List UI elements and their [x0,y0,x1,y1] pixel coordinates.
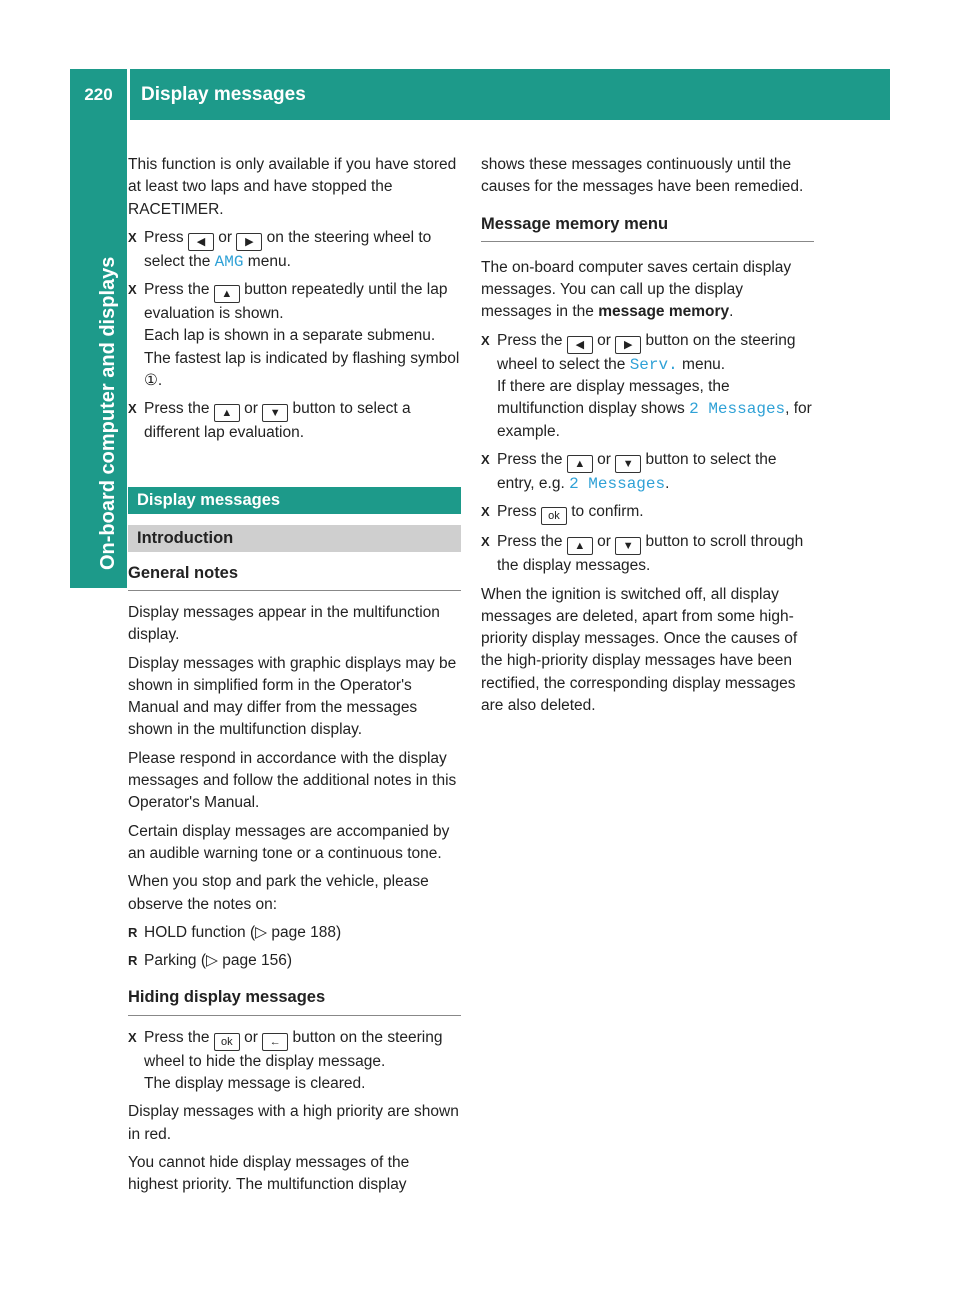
amg-menu-name: AMG [214,252,244,271]
messages-count-display: 2 Messages [689,400,786,419]
step-text: Press the [497,450,563,468]
step-text: or [597,533,611,551]
parking-link[interactable]: Parking (▷ page 156) [144,952,293,970]
step-text: button to scroll through the display messages. [497,533,804,575]
step-text: or [244,1028,258,1046]
step-text: button to select a different lap evaluation. [144,400,411,442]
flashing-symbol-icon: ① [144,372,158,390]
step-text: Each lap is shown in a separate submenu. [144,327,436,345]
up-button-icon: ▲ [214,404,240,422]
ok-button-icon: ok [541,507,567,525]
general-note-3: Please respond in accordance with the display messages and follow the additional notes in this Operator's Manual. [128,749,457,812]
step-text: button to select the entry, e.g. [497,450,777,492]
memory-text: . [729,303,734,321]
step-arrow-icon: X [128,229,137,245]
general-note-4: Certain display messages are accompanied by an audible warning tone or a continuous tone. [128,822,450,862]
step-text: button on the steering wheel to select the [497,331,796,373]
step-select-serv [481,330,814,443]
left-column [128,154,461,1203]
step-select-amg [128,227,461,273]
list-item-parking [128,950,461,972]
header-divider [127,69,130,120]
step-text: Press the [144,400,210,418]
bullet-icon: R [128,924,138,940]
step-different-lap [128,398,461,444]
step-scroll [481,531,814,577]
step-arrow-icon: X [128,282,137,298]
step-text: or [597,331,611,349]
hold-function-link[interactable]: HOLD function (▷ page 188) [144,923,342,941]
step-arrow-icon: X [481,504,490,520]
step-arrow-icon: X [481,332,490,348]
right-column [481,154,814,723]
step-text: . [157,372,163,390]
step-text: or [244,400,258,418]
list-item-hold-function [128,922,461,944]
step-text: Press [144,228,184,246]
step-text: or [218,228,233,246]
ignition-off-paragraph: When the ignition is switched off, all display messages are deleted, apart from some high-priority display messages. Once the causes of the high-priority display messages have been rectified, the corresponding display messages are also deleted. [481,585,798,715]
back-button-icon: ← [262,1033,288,1051]
heading-general-notes: General notes [128,562,461,591]
step-text: on the steering wheel to select the [144,228,432,270]
step-text: Press the [497,533,563,551]
step-text: . [665,474,670,492]
step-text: , for example. [497,400,812,440]
down-button-icon: ▼ [262,404,288,422]
step-text: If there are display messages, the multifunction display shows [497,378,730,418]
step-text: button repeatedly until the lap evaluation is shown. [144,281,448,323]
section-heading-display-messages: Display messages [128,487,461,514]
highest-priority-note: You cannot hide display messages of the highest priority. The multifunction display [128,1153,410,1194]
general-note-1: Display messages appear in the multifunction display. [128,603,440,644]
step-arrow-icon: X [481,451,490,467]
step-arrow-icon: X [128,1029,137,1045]
step-hide-message [128,1027,461,1096]
up-button-icon: ▲ [567,455,593,473]
step-text: menu. [682,355,726,373]
step-text: or [597,450,611,468]
serv-menu-name: Serv. [629,355,678,374]
step-arrow-icon: X [128,401,137,417]
subsection-heading-introduction: Introduction [128,525,461,552]
step-confirm [481,501,814,525]
ok-button-icon: ok [214,1033,240,1051]
heading-hiding-display-messages: Hiding display messages [128,986,461,1015]
step-text: Press the [144,281,210,299]
page-title: Display messages [141,84,306,105]
step-select-entry [481,449,814,495]
memory-term: message memory [598,303,730,321]
general-note-5: When you stop and park the vehicle, please observe the notes on: [128,873,429,913]
intro-paragraph: This function is only available if you have stored at least two laps and have stopped the RACETIMER. [128,156,457,218]
step-text: menu. [247,252,291,270]
general-note-2: Display messages with graphic displays may be shown in simplified form in the Operator's Manual and may differ from the messages shown in the multifunction display. [128,654,457,739]
up-button-icon: ▲ [214,285,240,303]
heading-message-memory-menu: Message memory menu [481,213,814,242]
right-button-icon: ▶ [236,233,262,251]
memory-text: The on-board computer saves certain display messages. You can call up the display messages in the [481,258,792,321]
messages-count-display: 2 Messages [569,474,666,493]
right-button-icon: ▶ [615,336,641,354]
up-button-icon: ▲ [567,537,593,555]
continued-paragraph: shows these messages continuously until the causes for the messages have been remedied. [481,156,804,196]
step-text: to confirm. [571,503,644,521]
bullet-icon: R [128,953,138,969]
left-button-icon: ◀ [567,336,593,354]
step-text: Press [497,503,537,521]
step-text: The fastest lap is indicated by flashing symbol [144,349,460,367]
step-lap-evaluation [128,279,461,392]
step-arrow-icon: X [481,534,490,550]
left-button-icon: ◀ [188,233,214,251]
page-number: 220 [84,85,113,104]
down-button-icon: ▼ [615,455,641,473]
step-text: The display message is cleared. [144,1075,366,1093]
high-priority-note: Display messages with a high priority are shown in red. [128,1103,459,1143]
down-button-icon: ▼ [615,537,641,555]
memory-paragraph [481,257,814,324]
sidebar-label: On-board computer and displays [97,256,119,570]
step-text: button on the steering wheel to hide the display message. [144,1028,443,1070]
step-text: Press the [144,1028,210,1046]
step-text: Press the [497,331,563,349]
